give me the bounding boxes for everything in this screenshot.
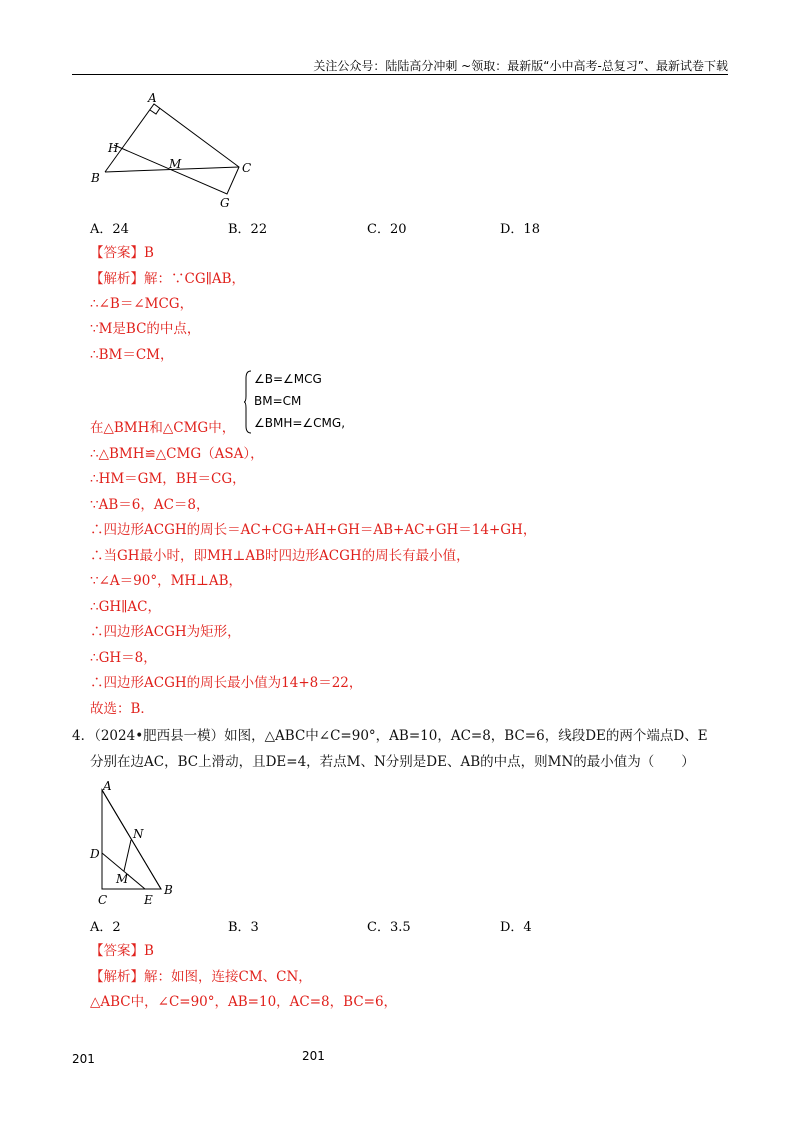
system-line-3: ∠BMH=∠CMG, (254, 416, 346, 430)
q3-solution-line: ∵∠A＝90°，MH⊥AB， (90, 573, 243, 589)
q4-stem-line-2: 分别在边AC，BC上滑动，且DE=4，若点M、N分别是DE、AB的中点，则MN的最小值为（ ） (90, 754, 695, 770)
q3-solution-line: ∴∠B＝∠MCG， (90, 296, 194, 312)
q4-solution-line: 【解析】解：如图，连接CM、CN， (90, 969, 312, 985)
q4-answer: 【答案】B (90, 943, 154, 959)
q3-choice-d: D．18 (500, 222, 540, 237)
q3-solution-line: ∴当GH最小时，即MH⊥AB时四边形ACGH的周长有最小值， (90, 548, 470, 564)
label-e: E (144, 893, 153, 906)
q3-answer: 【答案】B (90, 245, 154, 261)
q3-solution-line: ∴GH＝8， (90, 650, 157, 666)
q4-choice-b: B．3 (228, 920, 259, 935)
q4-stem-line-1: 4．（2024•肥西县一模）如图，△ABC中∠C=90°，AB=10，AC=8，BC=6，线段DE的两个端点D、E (72, 728, 708, 744)
header-divider (72, 74, 728, 75)
q3-solution-line: ∵M是BC的中点， (90, 321, 201, 337)
system-line-2: BM=CM (254, 394, 302, 408)
label-h: H (108, 141, 119, 155)
label-c: C (98, 893, 108, 906)
q3-choice-b: B．22 (228, 222, 268, 237)
page-number-left: 201 (72, 1052, 95, 1066)
q3-solution-line: ∴四边形ACGH的周长＝AC+CG+AH+GH＝AB+AC+GH＝14+GH， (90, 522, 537, 538)
q3-solution-line: 故选：B． (90, 701, 154, 717)
label-c: C (242, 161, 252, 175)
label-a: A (103, 779, 112, 793)
q4-choice-c: C．3.5 (367, 920, 411, 935)
header-text: 关注公众号：陆陆高分冲刺 ~领取：最新版“小中高考-总复习”、最新试卷下载 (313, 59, 728, 73)
q3-solution-line: ∵AB＝6，AC＝8， (90, 497, 210, 513)
label-b: B (164, 883, 173, 897)
system-line-1: ∠B=∠MCG (254, 372, 322, 386)
q3-solution-line: ∴△BMH≌△CMG（ASA）， (90, 446, 264, 462)
q4-choice-d: D．4 (500, 920, 532, 935)
label-m: M (116, 872, 129, 886)
q3-choice-a: A．24 (90, 222, 129, 237)
q3-solution-line: ∴BM＝CM， (90, 347, 174, 363)
equation-system (244, 370, 364, 434)
label-b: B (91, 171, 100, 185)
q3-solution-line: 在△BMH和△CMG中， (90, 420, 236, 436)
figure-triangle-abc-1 (80, 90, 270, 210)
q3-choice-c: C．20 (367, 222, 407, 237)
label-m: M (169, 157, 182, 171)
page-number-center: 201 (302, 1049, 325, 1063)
q3-solution-line: ∴四边形ACGH的周长最小值为14+8＝22， (90, 675, 363, 691)
q4-solution-line: △ABC中，∠C=90°，AB=10，AC=8，BC=6， (90, 994, 398, 1010)
figure-triangle-abc-2 (82, 776, 192, 906)
label-g: G (220, 196, 230, 210)
brace-icon (244, 370, 252, 434)
q3-solution-line: ∴HM＝GM，BH＝CG， (90, 471, 246, 487)
q4-choice-a: A．2 (90, 920, 121, 935)
label-a: A (148, 91, 157, 105)
q3-solution-line: ∴GH∥AC， (90, 599, 161, 615)
q3-solution-line: 【解析】解：∵CG∥AB， (90, 271, 246, 287)
label-n: N (133, 827, 144, 841)
label-d: D (90, 847, 100, 861)
q3-solution-line: ∴四边形ACGH为矩形， (90, 624, 241, 640)
